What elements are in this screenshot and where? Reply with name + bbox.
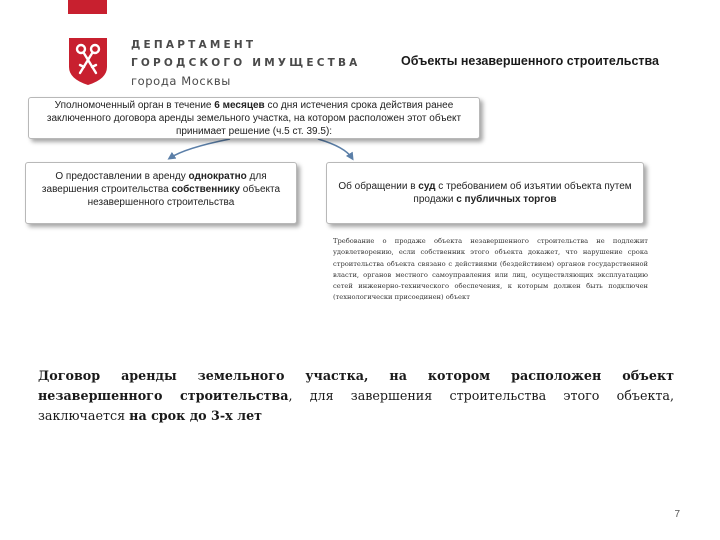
org-line-property: ГОРОДСКОГО ИМУЩЕСТВА <box>131 57 361 69</box>
decision-text-1: Уполномоченный орган в течение <box>54 100 215 111</box>
lease-term-statement <box>38 366 674 426</box>
arrow-to-left-box <box>170 139 230 158</box>
lease-text-1: О предоставлении в аренду <box>55 171 189 182</box>
decision-text-term: 6 месяцев <box>214 100 265 111</box>
court-text-2: с требованием об изъятии объекта путем продажи <box>413 181 632 205</box>
top-accent-bar <box>68 0 107 14</box>
lease-term-middle: , для завершения строительства этого объекта, заключается <box>38 388 674 423</box>
lease-term-subject: Договор аренды земельного участка, на котором расположен объект незавершенного строительства <box>38 368 674 403</box>
page-number: 7 <box>674 509 680 520</box>
lease-text-3: объекта незавершенного строительства <box>87 184 281 208</box>
court-text-1: Об обращении в <box>338 181 419 192</box>
lease-option-box <box>25 162 297 224</box>
lease-term-duration: на срок до 3-х лет <box>129 408 263 423</box>
lease-text-once: однократно <box>188 171 247 182</box>
court-option-box <box>326 162 644 224</box>
organization-name <box>131 36 361 90</box>
moscow-emblem-icon <box>68 37 108 86</box>
arrow-to-right-box <box>318 139 352 158</box>
lease-text-owner: собственнику <box>171 184 240 195</box>
lease-text-2: для завершения строительства <box>41 171 267 195</box>
decision-box <box>28 97 480 139</box>
org-line-city: города Москвы <box>131 74 231 88</box>
court-note: Требование о продаже объекта незавершенного строительства не подлежит удовлетворению, если собственник этого объекта докажет, что нарушение срока строительства объекта связано с действиями (бездействием) органов государственной власти, органов местного самоуправления или лиц, осуществляющих эксплуатацию сетей инженерно-технического обеспечения, к которым должен быть подключен (технологически присоединен) объект <box>333 237 648 302</box>
slide-title: Объекты незавершенного строительства <box>400 54 659 68</box>
org-line-department: ДЕПАРТАМЕНТ <box>131 39 257 51</box>
court-text-auction: с публичных торгов <box>456 194 557 205</box>
court-text-court: суд <box>418 181 436 192</box>
decision-text-2: со дня истечения срока действия ранее заключенного договора аренды земельного участка, на котором расположен этот объект принимает решение (ч.5 ст. 39.5): <box>46 100 462 137</box>
